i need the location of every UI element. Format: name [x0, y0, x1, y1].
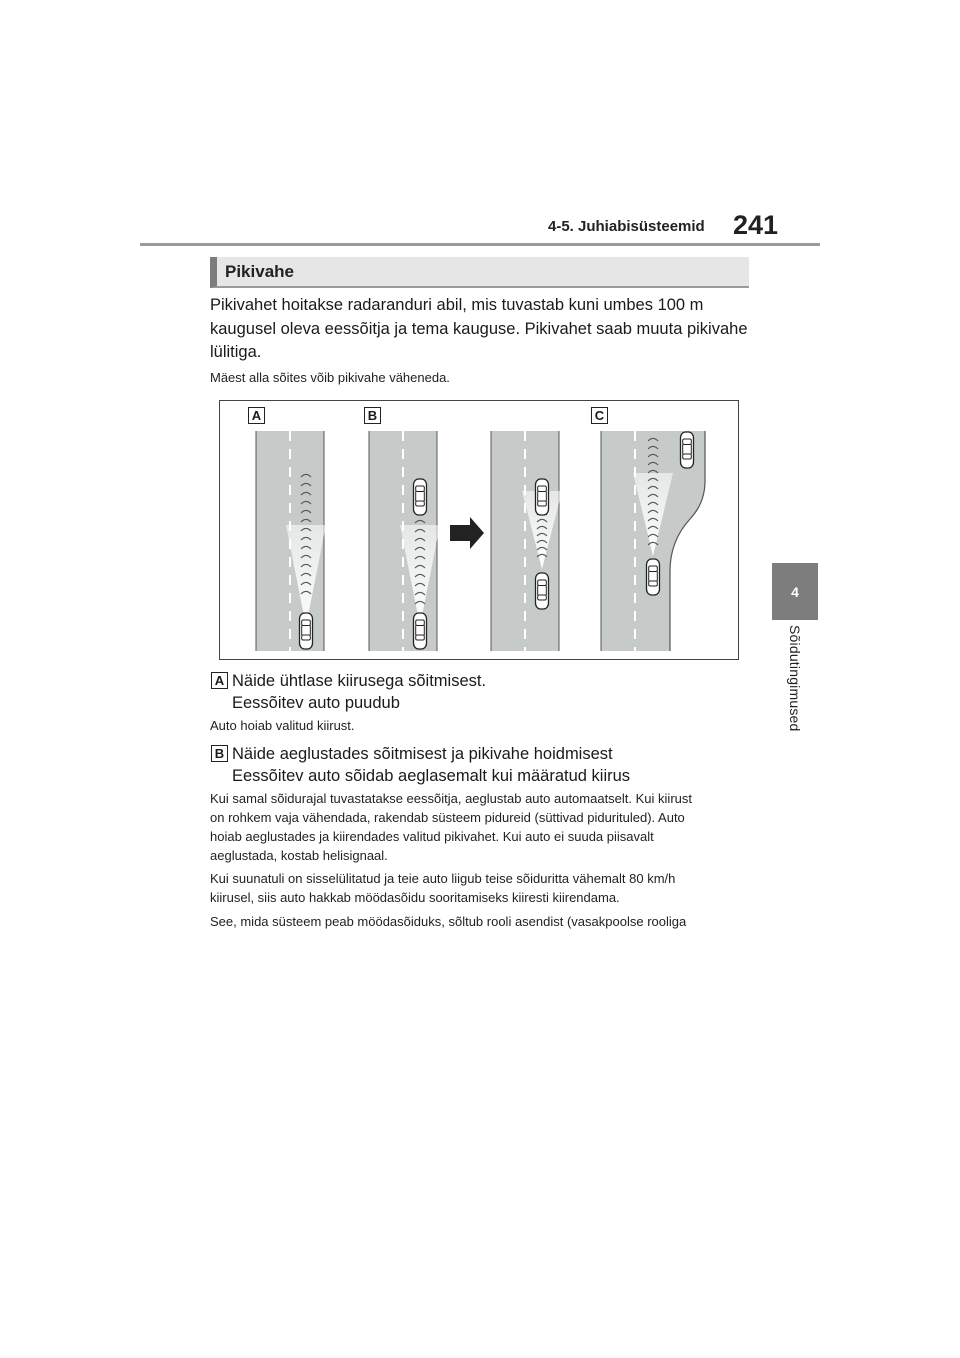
road-c [601, 431, 705, 651]
header-rule [140, 243, 820, 246]
road-b-after [491, 431, 562, 651]
case-b-line-2: Eessõitev auto sõidab aeglasemalt kui määratud kiirus [232, 767, 631, 785]
page-number: 241 [733, 210, 779, 240]
section-header: 4-5. Juhiabisüsteemid [548, 218, 705, 235]
intro-line-2: kaugusel oleva eessõitja ja tema kauguse. Pikivahet saab muuta pikivahe [210, 320, 748, 338]
case-a-line-1: Näide ühtlase kiirusega sõitmisest. [232, 672, 487, 690]
case-a [211, 670, 751, 716]
intro-line-1: Pikivahet hoitakse radaranduri abil, mis tuvastab kuni umbes 100 m [210, 296, 704, 314]
case-b-note-1-line-4: aeglustada, kostab helisignaal. [210, 848, 388, 863]
case-b-note-1-line-2: on rohkem vaja vähendada, rakendab süsteem pidureid (süttivad pidurituled). Auto [210, 810, 685, 825]
diagram-label-b: B [364, 407, 381, 424]
case-b-label: B [211, 745, 228, 762]
diagram-svg [220, 401, 740, 661]
case-b-note-2-line-2: kiirusel, siis auto hakkab möödasõidu sooritamiseks kiiresti kiirendama. [210, 890, 620, 905]
section-title-bar [210, 257, 749, 288]
case-b-note-1-line-3: hoiab aeglustades ja kiirendades valitud pikivahet. Kui auto ei suuda piisavalt [210, 829, 654, 844]
chapter-title-text: Sõidutingimused [787, 625, 803, 732]
diagram-label-a: A [248, 407, 265, 424]
case-b [211, 743, 751, 789]
case-b-note-2-line-1: Kui suunatuli on sisselülitatud ja teie auto liigub teise sõiduritta vähemalt 80 km/h [210, 871, 676, 886]
chapter-title [772, 625, 818, 745]
chapter-tab[interactable] [772, 563, 818, 620]
intro-line-3: lülitiga. [210, 343, 262, 361]
note-downhill: Mäest alla sõites võib pikivahe väheneda. [210, 370, 450, 385]
case-b-note-1-line-1: Kui samal sõidurajal tuvastatakse eessõitja, aeglustab auto automaatselt. Kui kiirust [210, 791, 692, 806]
case-a-label: A [211, 672, 228, 689]
road-b [369, 431, 440, 651]
chapter-number: 4 [791, 583, 799, 600]
case-b-line-1: Näide aeglustades sõitmisest ja pikivahe hoidmisest [232, 745, 613, 763]
case-b-note-3-line-1: See, mida süsteem peab möödasõiduks, sõltub rooli asendist (vasakpoolse rooliga [210, 914, 687, 929]
transition-arrow [450, 517, 484, 549]
case-a-line-2: Eessõitev auto puudub [232, 694, 400, 712]
diagram-label-c: C [591, 407, 608, 424]
section-title: Pikivahe [225, 262, 294, 281]
road-a [256, 431, 326, 651]
case-a-note: Auto hoiab valitud kiirust. [210, 718, 355, 733]
following-distance-diagram [219, 400, 739, 660]
